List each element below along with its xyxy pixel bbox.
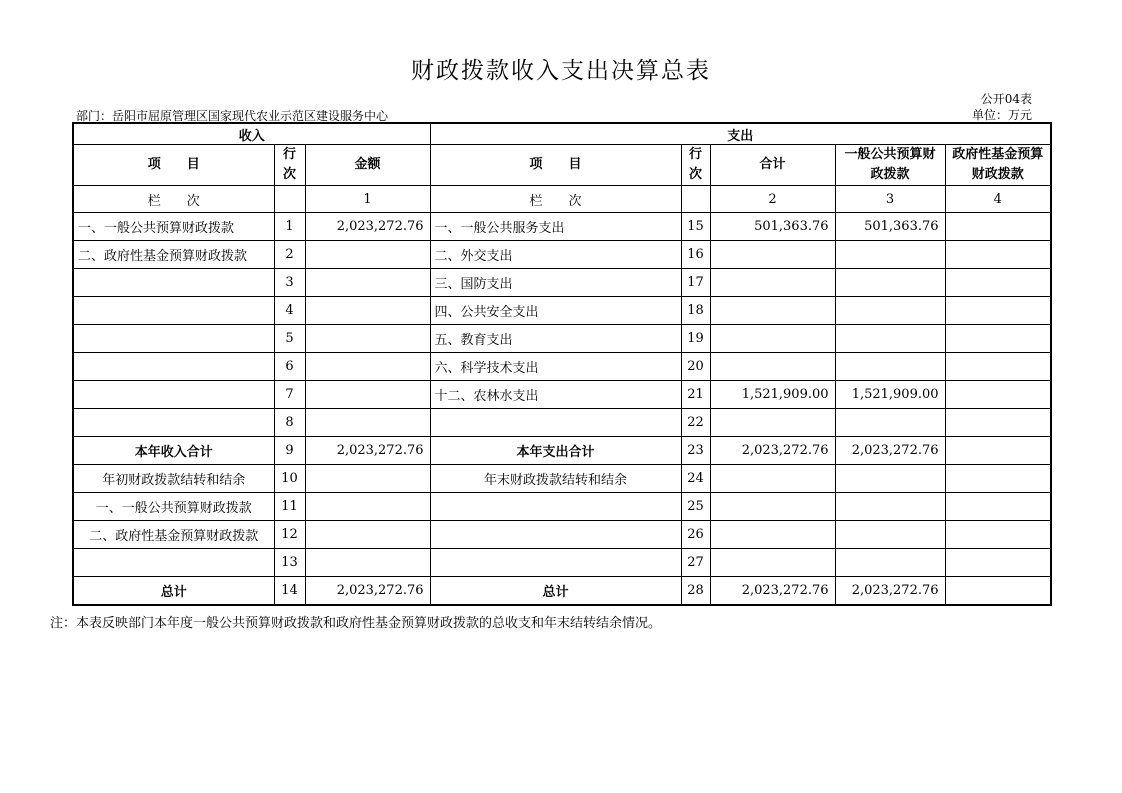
expense-item-cell: [430, 409, 681, 437]
column-header-row: [73, 145, 1051, 186]
expense-line-cell: 19: [681, 325, 710, 353]
expense-line-cell: 15: [681, 213, 710, 241]
income-line-cell: 4: [274, 297, 305, 325]
expense-line-cell: 26: [681, 521, 710, 549]
expense-line-cell: 24: [681, 465, 710, 493]
gov-fund-cell: [945, 437, 1051, 465]
column-number-row: [73, 186, 1051, 213]
expense-line-cell: 22: [681, 409, 710, 437]
expense-section-header: 支出: [430, 123, 1051, 145]
income-amount-header: 金额: [305, 145, 430, 186]
income-amount-cell: [305, 241, 430, 269]
expense-line-cell: 21: [681, 381, 710, 409]
general-budget-cell: [835, 465, 945, 493]
column-number-cell: 3: [835, 186, 945, 213]
income-line-cell: 6: [274, 353, 305, 381]
general-budget-cell: [835, 353, 945, 381]
income-item-cell: 二、政府性基金预算财政拨款: [73, 521, 274, 549]
income-line-cell: 8: [274, 409, 305, 437]
general-budget-header: 一般公共预算财政拨款: [835, 145, 945, 186]
column-number-label: 栏 次: [73, 186, 274, 213]
expense-total-cell: [710, 493, 835, 521]
expense-line-cell: 23: [681, 437, 710, 465]
expense-total-cell: [710, 297, 835, 325]
expense-item-cell: [430, 521, 681, 549]
general-budget-cell: [835, 493, 945, 521]
gov-fund-cell: [945, 297, 1051, 325]
income-amount-cell: [305, 409, 430, 437]
income-line-cell: 11: [274, 493, 305, 521]
expense-line-header: 行次: [681, 145, 710, 186]
column-number-cell: [274, 186, 305, 213]
income-line-cell: 10: [274, 465, 305, 493]
income-item-cell: 一、一般公共预算财政拨款: [73, 493, 274, 521]
expense-item-cell: 一、一般公共服务支出: [430, 213, 681, 241]
unit-label: 单位：万元: [971, 108, 1032, 122]
gov-fund-cell: [945, 241, 1051, 269]
expense-line-cell: 28: [681, 577, 710, 606]
table-row: [73, 269, 1051, 297]
expense-item-cell: 年末财政拨款结转和结余: [430, 465, 681, 493]
section-header-row: [73, 123, 1051, 145]
income-line-cell: 12: [274, 521, 305, 549]
gov-fund-cell: [945, 521, 1051, 549]
income-item-cell: 年初财政拨款结转和结余: [73, 465, 274, 493]
income-line-cell: 3: [274, 269, 305, 297]
gov-fund-cell: [945, 577, 1051, 606]
gov-fund-cell: [945, 269, 1051, 297]
expense-line-cell: 27: [681, 549, 710, 577]
general-budget-cell: [835, 269, 945, 297]
income-amount-cell: 2,023,272.76: [305, 437, 430, 465]
income-amount-cell: [305, 521, 430, 549]
expense-total-cell: 2,023,272.76: [710, 577, 835, 606]
income-item-cell: 本年收入合计: [73, 437, 274, 465]
budget-table: [72, 122, 1052, 606]
expense-item-cell: 六、科学技术支出: [430, 353, 681, 381]
income-line-cell: 7: [274, 381, 305, 409]
column-number-cell: 4: [945, 186, 1051, 213]
expense-total-cell: [710, 353, 835, 381]
table-row: [73, 297, 1051, 325]
general-budget-cell: [835, 325, 945, 353]
expense-item-cell: 二、外交支出: [430, 241, 681, 269]
gov-fund-cell: [945, 381, 1051, 409]
income-item-cell: 二、政府性基金预算财政拨款: [73, 241, 274, 269]
table-row: [73, 213, 1051, 241]
general-budget-cell: [835, 409, 945, 437]
table-row: [73, 493, 1051, 521]
income-item-cell: [73, 381, 274, 409]
table-row: [73, 241, 1051, 269]
general-budget-cell: [835, 521, 945, 549]
general-budget-cell: [835, 297, 945, 325]
gov-fund-cell: [945, 213, 1051, 241]
income-item-cell: [73, 409, 274, 437]
expense-item-cell: [430, 493, 681, 521]
expense-total-cell: [710, 465, 835, 493]
table-row: [73, 465, 1051, 493]
income-item-cell: [73, 549, 274, 577]
gov-fund-cell: [945, 325, 1051, 353]
expense-item-cell: [430, 549, 681, 577]
income-line-cell: 13: [274, 549, 305, 577]
expense-item-cell: 十二、农林水支出: [430, 381, 681, 409]
expense-total-cell: [710, 409, 835, 437]
column-number-label: 栏 次: [430, 186, 681, 213]
expense-item-cell: 三、国防支出: [430, 269, 681, 297]
gov-fund-cell: [945, 549, 1051, 577]
table-row: [73, 437, 1051, 465]
expense-line-cell: 25: [681, 493, 710, 521]
department-label: 部门：岳阳市屈原管理区国家现代农业示范区建设服务中心: [76, 109, 389, 123]
expense-item-cell: 总计: [430, 577, 681, 606]
income-amount-cell: 2,023,272.76: [305, 577, 430, 606]
form-number: 公开04表: [980, 92, 1032, 106]
income-amount-cell: 2,023,272.76: [305, 213, 430, 241]
gov-fund-cell: [945, 409, 1051, 437]
income-line-cell: 1: [274, 213, 305, 241]
expense-total-cell: [710, 325, 835, 353]
table-row: [73, 409, 1051, 437]
expense-line-cell: 20: [681, 353, 710, 381]
income-item-cell: 一、一般公共预算财政拨款: [73, 213, 274, 241]
expense-total-cell: 1,521,909.00: [710, 381, 835, 409]
expense-total-cell: [710, 269, 835, 297]
income-amount-cell: [305, 269, 430, 297]
expense-total-cell: [710, 241, 835, 269]
income-item-cell: [73, 353, 274, 381]
income-amount-cell: [305, 465, 430, 493]
expense-total-cell: 501,363.76: [710, 213, 835, 241]
general-budget-cell: 501,363.76: [835, 213, 945, 241]
gov-fund-cell: [945, 353, 1051, 381]
general-budget-cell: 1,521,909.00: [835, 381, 945, 409]
table-row: [73, 325, 1051, 353]
income-item-cell: [73, 297, 274, 325]
table-row: [73, 381, 1051, 409]
income-amount-cell: [305, 325, 430, 353]
general-budget-cell: 2,023,272.76: [835, 577, 945, 606]
expense-total-cell: [710, 549, 835, 577]
income-line-cell: 14: [274, 577, 305, 606]
expense-line-cell: 16: [681, 241, 710, 269]
expense-line-cell: 18: [681, 297, 710, 325]
expense-total-cell: [710, 521, 835, 549]
expense-item-cell: 四、公共安全支出: [430, 297, 681, 325]
income-item-cell: [73, 325, 274, 353]
table-row: [73, 353, 1051, 381]
column-number-cell: 1: [305, 186, 430, 213]
income-amount-cell: [305, 549, 430, 577]
gov-fund-cell: [945, 465, 1051, 493]
table-row: [73, 521, 1051, 549]
income-section-header: 收入: [73, 123, 430, 145]
income-line-cell: 5: [274, 325, 305, 353]
income-line-cell: 9: [274, 437, 305, 465]
expense-total-header: 合计: [710, 145, 835, 186]
column-number-cell: 2: [710, 186, 835, 213]
general-budget-cell: 2,023,272.76: [835, 437, 945, 465]
page-title: 财政拨款收入支出决算总表: [411, 58, 711, 84]
general-budget-cell: [835, 241, 945, 269]
gov-fund-header: 政府性基金预算财政拨款: [945, 145, 1051, 186]
income-amount-cell: [305, 353, 430, 381]
expense-item-header: 项 目: [430, 145, 681, 186]
income-line-cell: 2: [274, 241, 305, 269]
gov-fund-cell: [945, 493, 1051, 521]
expense-line-cell: 17: [681, 269, 710, 297]
income-line-header: 行次: [274, 145, 305, 186]
income-amount-cell: [305, 381, 430, 409]
column-number-cell: [681, 186, 710, 213]
income-item-cell: [73, 269, 274, 297]
income-item-header: 项 目: [73, 145, 274, 186]
table-row: [73, 549, 1051, 577]
expense-total-cell: 2,023,272.76: [710, 437, 835, 465]
expense-item-cell: 本年支出合计: [430, 437, 681, 465]
general-budget-cell: [835, 549, 945, 577]
income-amount-cell: [305, 493, 430, 521]
income-item-cell: 总计: [73, 577, 274, 606]
expense-item-cell: 五、教育支出: [430, 325, 681, 353]
table-row: [73, 577, 1051, 606]
footnote: 注：本表反映部门本年度一般公共预算财政拨款和政府性基金预算财政拨款的总收支和年末结转结余情况。: [50, 616, 662, 631]
income-amount-cell: [305, 297, 430, 325]
